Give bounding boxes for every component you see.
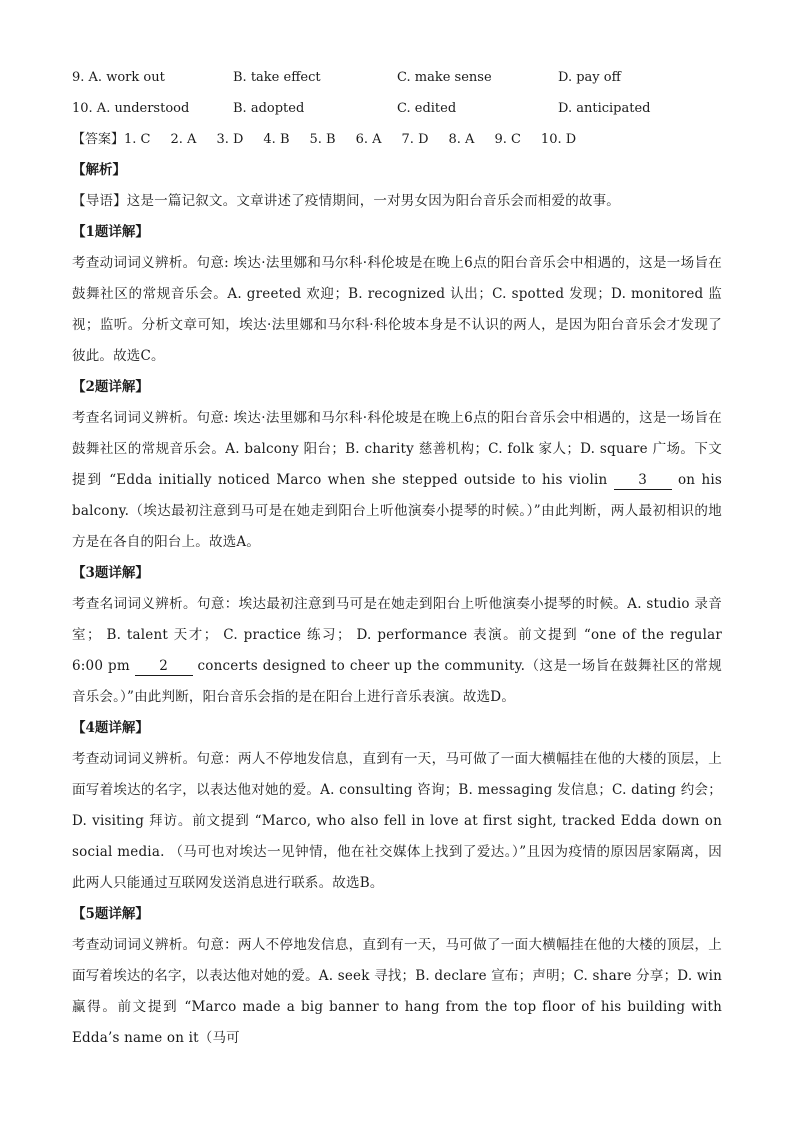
section-1-heading: 【1题详解】 [72, 224, 149, 240]
answer-item: 4. B [263, 132, 290, 147]
option-9-b: B. take effect [233, 70, 321, 85]
answer-item: 1. C [124, 132, 151, 147]
blank-marker: 2 [135, 657, 193, 676]
option-9-a: 9. A. work out [72, 70, 165, 85]
option-10-c: C. edited [397, 101, 457, 116]
section-3-text-b: concerts designed to cheer up the community.（这是一场旨在鼓舞社区的常规音乐会。）”由此判断，阳台音乐会指的是在阳台上进行音乐表演。故选D。 [72, 658, 722, 705]
answer-item: 3. D [216, 132, 244, 147]
section-2-heading: 【2题详解】 [72, 379, 149, 395]
section-2-text-b: on his balcony.（埃达最初注意到马可是在她走到阳台上听他演奏小提琴的时候。）”由此判断，两人最初相识的地方是在各自的阳台上。故选A。 [72, 472, 722, 550]
document-page [72, 62, 722, 1054]
answer-item: 9. C [494, 132, 521, 147]
section-3-heading: 【3题详解】 [72, 565, 149, 581]
answer-item: 10. D [540, 132, 577, 147]
option-row-9 [72, 62, 722, 93]
analysis-heading: 【解析】 [72, 162, 126, 178]
section-2-text-a: 考查名词词义辨析。句意: 埃达·法里娜和马尔科·科伦坡是在晚上6点的阳台音乐会中相遇的，这是一场旨在鼓舞社区的常规音乐会。A. balcony 阳台；B. charity 慈善机构；C. folk 家人；D. square 广场。下文提到 “Edda initially noticed Marco when she stepped outside to his violin [72, 410, 722, 488]
section-5-heading: 【5题详解】 [72, 906, 149, 922]
option-9-d: D. pay off [558, 70, 621, 85]
section-4-text: 考查动词词义辨析。句意：两人不停地发信息，直到有一天，马可做了一面大横幅挂在他的大楼的顶层，上面写着埃达的名字，以表达他对她的爱。A. consulting 咨询；B. messaging 发信息；C. dating 约会；D. visiting 拜访。前文提到 “Marco, who also fell in love at first sight, tracked Edda down on social media. （马可也对埃达一见钟情，他在社交媒体上找到了爱达。）”且因为疫情的原因居家隔离，因此两人只能通过互联网发送消息进行联系。故选B。 [72, 751, 722, 891]
section-3-text [72, 589, 722, 713]
section-1-text: 考查动词词义辨析。句意: 埃达·法里娜和马尔科·科伦坡是在晚上6点的阳台音乐会中相遇的，这是一场旨在鼓舞社区的常规音乐会。A. greeted 欢迎；B. recognized 认出；C. spotted 发现；D. monitored 监视；监听。分析文章可知，埃达·法里娜和马尔科·科伦坡本身是不认识的两人，是因为阳台音乐会才发现了彼此。故选C。 [72, 255, 722, 364]
answer-item: 8. A [448, 132, 475, 147]
option-9-c: C. make sense [397, 70, 492, 85]
option-row-10 [72, 93, 722, 124]
answer-key [72, 124, 722, 155]
section-3-text-a: 考查名词词义辨析。句意：埃达最初注意到马可是在她走到阳台上听他演奏小提琴的时候。A. studio 录音室； B. talent 天才； C. practice 练习； D. performance 表演。前文提到 “one of the regular 6:00 pm [72, 596, 722, 674]
section-2-text [72, 403, 722, 558]
answer-item: 6. A [355, 132, 382, 147]
answer-item: 5. B [309, 132, 336, 147]
section-5-text: 考查动词词义辨析。句意：两人不停地发信息，直到有一天，马可做了一面大横幅挂在他的大楼的顶层，上面写着埃达的名字，以表达他对她的爱。A. seek 寻找；B. declare 宣布；声明；C. share 分享；D. win 赢得。前文提到 “Marco made a big banner to hang from the top floor of his building with Edda’s name on it（马可 [72, 937, 722, 1046]
answer-item: 7. D [401, 132, 429, 147]
option-10-b: B. adopted [233, 101, 305, 116]
option-10-a: 10. A. understood [72, 101, 190, 116]
answer-label: 【答案】 [72, 132, 125, 147]
guide-paragraph: 【导语】这是一篇记叙文。文章讲述了疫情期间，一对男女因为阳台音乐会而相爱的故事。 [72, 193, 620, 209]
blank-marker: 3 [614, 471, 672, 490]
option-10-d: D. anticipated [558, 101, 651, 116]
answer-item: 2. A [170, 132, 197, 147]
section-4-heading: 【4题详解】 [72, 720, 149, 736]
